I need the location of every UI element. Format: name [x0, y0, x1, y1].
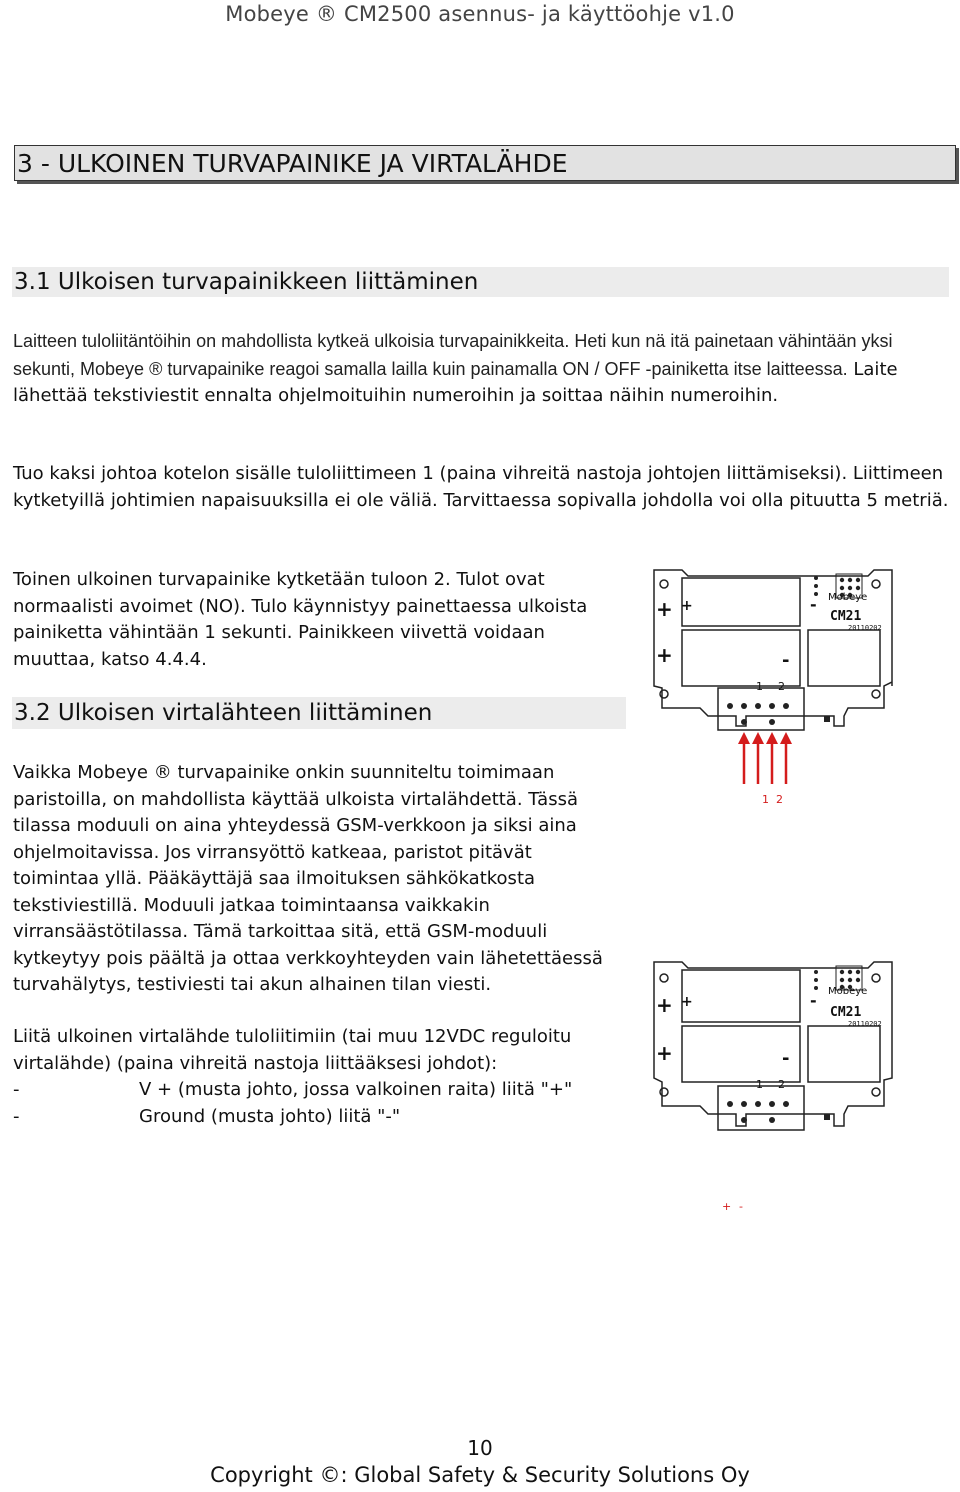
- chapter-heading: 3 - ULKOINEN TURVAPAINIKE JA VIRTALÄHDE: [14, 145, 956, 181]
- connector-label-2: 2: [778, 1078, 785, 1091]
- brand-label: Mobeye: [828, 986, 868, 997]
- list-item: [13, 1077, 633, 1104]
- paragraph-second-input: Toinen ulkoinen turvapainike kytketään tuloon 2. Tulot ovat normaalisti avoimet (NO). Tulo käynnistyy painettaessa ulkoista painiketta vähintään 1 sekunti. Painikkeen viivettä voidaan muuttaa, katso 4.4.4.: [13, 569, 588, 670]
- paragraph-intro-sans: Laitteen tuloliitäntöihin on mahdollista kytkeä ulkoisia turvapainikkeita. Heti kun nä itä painetaan vähintään yksi sekunti, Mobeye ® turvapainike reagoi samalla lailla kuin painamalla ON / OFF -painiketta itse laitteessa.: [13, 331, 893, 379]
- brand-label: Mobeye: [828, 592, 868, 603]
- minus-sign-bottom: -: [782, 650, 790, 671]
- plus-sign-bottom: +: [656, 643, 673, 667]
- connector-label-1: 1: [756, 1078, 763, 1091]
- plus-label-board: +: [681, 994, 693, 1010]
- diagram-input-wiring: [648, 566, 898, 806]
- board-label: CM21: [830, 609, 862, 624]
- connector-label-2: 2: [778, 680, 785, 693]
- list-dash: -: [13, 1105, 20, 1127]
- wire-arrows: [738, 732, 792, 784]
- wire-label-plus: +: [722, 1200, 732, 1213]
- section-heading-3-2: 3.2 Ulkoisen virtalähteen liittäminen: [12, 697, 626, 729]
- paragraph-connect-text: Liitä ulkoinen virtalähde tuloliitimiin (tai muu 12VDC reguloitu virtalähde) (paina vihreitä nastoja liittääksesi johdot):: [13, 1026, 572, 1074]
- page-number: 10: [467, 1436, 493, 1460]
- minus-label-board: -: [810, 595, 817, 614]
- list-item-text: Ground (musta johto) liitä "-": [139, 1105, 401, 1127]
- paragraph-wiring: Tuo kaksi johtoa kotelon sisälle tuloliittimeen 1 (paina vihreitä nastoja johtojen liittämiseksi). Liittimeen kytketyillä johtimien napaisuuksilla ei ole väliä. Tarvittaessa sopivalla johdolla voi olla pituutta 5 metriä.: [13, 463, 949, 511]
- board-date: 20110202: [848, 1020, 882, 1028]
- plus-label-board: +: [681, 598, 693, 614]
- minus-sign-bottom: -: [782, 1048, 790, 1069]
- diagram-power-wiring: [648, 958, 898, 1218]
- board-label: CM21: [830, 1005, 862, 1020]
- wire-label-2: 2: [776, 793, 783, 806]
- document-header-title: Mobeye ® CM2500 asennus- ja käyttöohje v1.0: [225, 2, 735, 26]
- paragraph-intro: [13, 328, 948, 410]
- board-date: 20110202: [848, 624, 882, 632]
- paragraph-connect-instructions: [13, 1024, 633, 1130]
- plus-sign-top: +: [656, 993, 673, 1017]
- wire-label-minus: -: [739, 1200, 743, 1213]
- connector-label-1: 1: [756, 680, 763, 693]
- wire-label-1: 1: [762, 793, 769, 806]
- paragraph-intro-rest: Laite lähettää tekstiviestit ennalta ohjelmoituihin numeroihin ja soittaa näihin numeroihin.: [13, 358, 898, 406]
- plus-sign-bottom: +: [656, 1041, 673, 1065]
- list-dash: -: [13, 1079, 20, 1100]
- section-heading-3-1: 3.1 Ulkoisen turvapainikkeen liittäminen: [12, 267, 949, 297]
- paragraph-power-supply-text: Vaikka Mobeye ® turvapainike onkin suunniteltu toimimaan paristoilla, on mahdollista käyttää ulkoista virtalähdettä. Tässä tilassa moduuli on aina yhteydessä GSM-verkkoon ja siksi aina ohjelmoitavissa. Jos virransyöttö katkeaa, paristot pitävät toimintaa yllä. Pääkäyttäjä saa ilmoituksen sähkökatkosta tekstiviestillä. Moduuli jatkaa toimintaansa vaikkakin virransäästötilassa. Tämä tarkoittaa sitä, että GSM-moduuli kytkeytyy pois päältä ja ottaa verkkoyhteyden vain lähetettäessä turvahälytys, testiviesti tai akun alhainen tilan viesti.: [13, 762, 603, 995]
- list-item-text: V + (musta johto, jossa valkoinen raita) liitä "+": [139, 1079, 573, 1100]
- footer-copyright: Copyright ©: Global Safety & Security Solutions Oy: [210, 1463, 750, 1487]
- minus-label-board: -: [810, 991, 817, 1010]
- plus-sign-top: +: [656, 597, 673, 621]
- list-item: [13, 1104, 633, 1131]
